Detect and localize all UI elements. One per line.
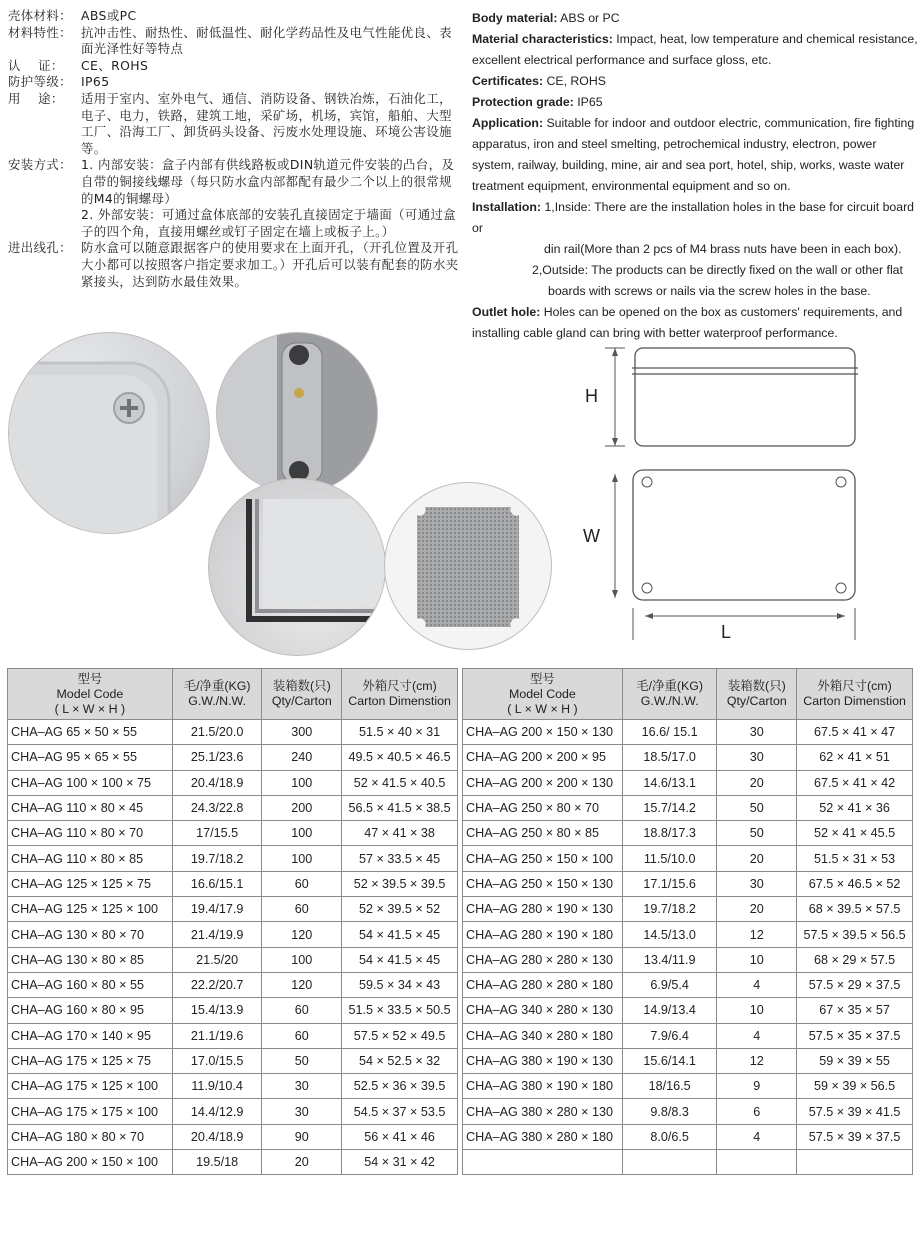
cn-value: 2. 外部安装：可通过盒体底部的安装孔直接固定于墙面（可通过盒子的四个角，直接用螺丝或钉子固定在墙上或板子上。） <box>81 207 457 239</box>
table-row <box>463 922 913 947</box>
qty-cell: 100 <box>262 821 342 846</box>
weight-cell: 14.4/12.9 <box>172 1099 262 1124</box>
cn-value: 抗冲击性、耐热性、耐低温性、耐化学药品性及电气性能优良、表面光泽性好等特点 <box>81 24 452 57</box>
carton-cell: 54 × 41.5 × 45 <box>342 922 458 947</box>
qty-header: 装箱数(只) Qty/Carton <box>262 669 342 720</box>
qty-cell: 10 <box>717 998 797 1023</box>
en-installation-cont: din rail(More than 2 pcs of M4 brass nuts have been in each box). <box>544 242 902 256</box>
table-row <box>8 972 458 997</box>
carton-header: 外箱尺寸(cm) Carton Dimenstion <box>797 669 913 720</box>
model-cell: CHA–AG 175 × 125 × 100 <box>8 1074 173 1099</box>
table-row <box>8 1099 458 1124</box>
en-value: ABS or PC <box>560 11 620 25</box>
model-cell: CHA–AG 280 × 280 × 180 <box>463 972 623 997</box>
cn-value: 防水盒可以随意跟据客户的使用要求在上面开孔，（开孔位置及开孔大小都可以按照客户指定要求加工。）开孔后可以装有配套的防水夹紧接头，达到防水最佳效果。 <box>81 240 459 289</box>
model-cell: CHA–AG 250 × 80 × 70 <box>463 795 623 820</box>
dimension-diagram <box>575 338 875 648</box>
carton-cell: 52 × 41 × 45.5 <box>797 821 913 846</box>
table-row <box>8 998 458 1023</box>
table-row <box>8 1124 458 1149</box>
model-cell: CHA–AG 180 × 80 × 70 <box>8 1124 173 1149</box>
en-protection <box>472 92 920 113</box>
en-value: CE, ROHS <box>546 74 606 88</box>
model-cell: CHA–AG 200 × 200 × 130 <box>463 770 623 795</box>
model-cell: CHA–AG 250 × 150 × 100 <box>463 846 623 871</box>
table-row <box>463 947 913 972</box>
lid-screw-illustration <box>9 333 209 533</box>
carton-cell: 57.5 × 39 × 37.5 <box>797 1124 913 1149</box>
qty-cell: 60 <box>262 897 342 922</box>
table-row <box>463 745 913 770</box>
w-label: W <box>583 526 600 546</box>
model-cell: CHA–AG 250 × 80 × 85 <box>463 821 623 846</box>
qty-cell: 120 <box>262 922 342 947</box>
model-cell: CHA–AG 380 × 190 × 130 <box>463 1048 623 1073</box>
table-row <box>463 1048 913 1073</box>
weight-cell: 11.9/10.4 <box>172 1074 262 1099</box>
model-cell: CHA–AG 65 × 50 × 55 <box>8 720 173 745</box>
weight-cell: 19.4/17.9 <box>172 897 262 922</box>
weight-cell: 15.4/13.9 <box>172 998 262 1023</box>
carton-cell: 52 × 41 × 36 <box>797 795 913 820</box>
table-row <box>463 795 913 820</box>
cn-spec <box>8 8 460 290</box>
qty-cell: 30 <box>717 720 797 745</box>
weight-cell: 19.7/18.2 <box>622 897 717 922</box>
qty-cell: 60 <box>262 998 342 1023</box>
cn-row-usage <box>8 91 460 157</box>
carton-cell: 51.5 × 40 × 31 <box>342 720 458 745</box>
en-label: Certificates: <box>472 74 544 88</box>
weight-cell: 15.7/14.2 <box>622 795 717 820</box>
table-row <box>8 1023 458 1048</box>
model-cell: CHA–AG 250 × 150 × 130 <box>463 871 623 896</box>
model-cell: CHA–AG 380 × 190 × 180 <box>463 1074 623 1099</box>
qty-cell <box>717 1150 797 1175</box>
cn-value: 适用于室内、室外电气、通信、消防设备、钢铁冶炼，石油化工，电子、电力，铁路，建筑工地，采矿场，机场，宾馆，船舶、大型工厂、沿海工厂、卸货码头设备、污废水处理设施、环境公害设施等。 <box>81 90 452 156</box>
cn-label: 用 途： <box>8 90 64 106</box>
qty-cell: 12 <box>717 922 797 947</box>
qty-cell: 4 <box>717 1124 797 1149</box>
en-value: IP65 <box>577 95 603 109</box>
carton-cell: 51.5 × 33.5 × 50.5 <box>342 998 458 1023</box>
table-row <box>8 720 458 745</box>
weight-cell: 21.1/19.6 <box>172 1023 262 1048</box>
qty-cell: 30 <box>717 745 797 770</box>
qty-cell: 100 <box>262 846 342 871</box>
weight-cell: 18.8/17.3 <box>622 821 717 846</box>
carton-cell: 59.5 × 34 × 43 <box>342 972 458 997</box>
table-row <box>8 947 458 972</box>
weight-header: 毛/净重(KG) G.W./N.W. <box>172 669 262 720</box>
cn-label: 认 证： <box>8 57 64 73</box>
weight-cell: 20.4/18.9 <box>172 770 262 795</box>
model-cell: CHA–AG 380 × 280 × 130 <box>463 1099 623 1124</box>
model-cell: CHA–AG 280 × 280 × 130 <box>463 947 623 972</box>
model-header: 型号 Model Code ( L × W × H ) <box>8 669 173 720</box>
model-cell <box>463 1150 623 1175</box>
weight-cell: 14.5/13.0 <box>622 922 717 947</box>
model-cell: CHA–AG 125 × 125 × 100 <box>8 897 173 922</box>
table-row <box>463 1023 913 1048</box>
table-row <box>8 770 458 795</box>
photo-seal-edge <box>208 478 386 656</box>
carton-cell: 57.5 × 52 × 49.5 <box>342 1023 458 1048</box>
weight-cell: 24.3/22.8 <box>172 795 262 820</box>
carton-cell: 59 × 39 × 56.5 <box>797 1074 913 1099</box>
qty-cell: 9 <box>717 1074 797 1099</box>
weight-cell: 20.4/18.9 <box>172 1124 262 1149</box>
carton-cell: 54 × 31 × 42 <box>342 1150 458 1175</box>
model-cell: CHA–AG 95 × 65 × 55 <box>8 745 173 770</box>
en-label: Application: <box>472 116 544 130</box>
carton-cell: 52 × 41.5 × 40.5 <box>342 770 458 795</box>
cn-row-install-1 <box>8 157 460 207</box>
weight-cell: 14.6/13.1 <box>622 770 717 795</box>
carton-cell: 67.5 × 41 × 42 <box>797 770 913 795</box>
weight-cell <box>622 1150 717 1175</box>
table-row <box>8 745 458 770</box>
model-cell: CHA–AG 200 × 150 × 100 <box>8 1150 173 1175</box>
weight-cell: 16.6/ 15.1 <box>622 720 717 745</box>
photo-inner-corner <box>216 332 378 494</box>
table-row <box>463 846 913 871</box>
en-installation <box>472 197 920 239</box>
carton-cell: 54 × 41.5 × 45 <box>342 947 458 972</box>
en-value: Holes can be opened on the box as customers' requirements, and installing cable gland can bring with better waterproof performance. <box>472 305 903 340</box>
qty-cell: 12 <box>717 1048 797 1073</box>
carton-cell: 49.5 × 40.5 × 46.5 <box>342 745 458 770</box>
h-label: H <box>585 386 598 406</box>
weight-cell: 13.4/11.9 <box>622 947 717 972</box>
carton-header: 外箱尺寸(cm) Carton Dimenstion <box>342 669 458 720</box>
qty-cell: 90 <box>262 1124 342 1149</box>
table-row <box>463 871 913 896</box>
carton-cell: 57.5 × 35 × 37.5 <box>797 1023 913 1048</box>
spec-table-left <box>7 668 458 1175</box>
weight-cell: 8.0/6.5 <box>622 1124 717 1149</box>
carton-cell: 67.5 × 46.5 × 52 <box>797 871 913 896</box>
inner-corner-illustration <box>217 333 377 493</box>
model-cell: CHA–AG 380 × 280 × 180 <box>463 1124 623 1149</box>
model-cell: CHA–AG 100 × 100 × 75 <box>8 770 173 795</box>
top-view-box <box>633 470 855 600</box>
model-cell: CHA–AG 110 × 80 × 85 <box>8 846 173 871</box>
model-cell: CHA–AG 200 × 200 × 95 <box>463 745 623 770</box>
table-row <box>463 972 913 997</box>
model-cell: CHA–AG 175 × 175 × 100 <box>8 1099 173 1124</box>
cn-value: CE、ROHS <box>81 57 149 73</box>
carton-cell: 68 × 29 × 57.5 <box>797 947 913 972</box>
table-header <box>463 669 913 720</box>
qty-cell: 60 <box>262 1023 342 1048</box>
table-row <box>8 922 458 947</box>
weight-cell: 9.8/8.3 <box>622 1099 717 1124</box>
en-label: Outlet hole: <box>472 305 541 319</box>
mounting-plate-illustration <box>385 483 551 649</box>
table-row <box>8 871 458 896</box>
model-cell: CHA–AG 200 × 150 × 130 <box>463 720 623 745</box>
weight-cell: 18/16.5 <box>622 1074 717 1099</box>
weight-cell: 17/15.5 <box>172 821 262 846</box>
carton-cell: 57.5 × 29 × 37.5 <box>797 972 913 997</box>
table-row <box>463 897 913 922</box>
qty-cell: 20 <box>262 1150 342 1175</box>
carton-cell: 47 × 41 × 38 <box>342 821 458 846</box>
model-cell: CHA–AG 280 × 190 × 180 <box>463 922 623 947</box>
qty-cell: 120 <box>262 972 342 997</box>
weight-cell: 16.6/15.1 <box>172 871 262 896</box>
en-cert <box>472 71 920 92</box>
model-cell: CHA–AG 160 × 80 × 95 <box>8 998 173 1023</box>
qty-cell: 50 <box>717 795 797 820</box>
carton-cell: 56.5 × 41.5 × 38.5 <box>342 795 458 820</box>
spec-table-right <box>462 668 913 1175</box>
table-row <box>8 1150 458 1175</box>
cn-row-protection <box>8 74 460 91</box>
weight-header: 毛/净重(KG) G.W./N.W. <box>622 669 717 720</box>
weight-cell: 17.1/15.6 <box>622 871 717 896</box>
weight-cell: 7.9/6.4 <box>622 1023 717 1048</box>
table-row <box>463 1150 913 1175</box>
model-cell: CHA–AG 130 × 80 × 70 <box>8 922 173 947</box>
en-value: Impact, heat, low temperature and chemical resistance, excellent electrical performance and surface gloss, etc. <box>472 32 918 67</box>
qty-cell: 240 <box>262 745 342 770</box>
seal-edge-illustration <box>209 479 385 655</box>
photo-mounting-plate <box>384 482 552 650</box>
table-row <box>463 998 913 1023</box>
model-cell: CHA–AG 125 × 125 × 75 <box>8 871 173 896</box>
carton-cell: 56 × 41 × 46 <box>342 1124 458 1149</box>
table-row <box>8 1048 458 1073</box>
cn-row-outlet <box>8 240 460 290</box>
table-row <box>463 720 913 745</box>
carton-cell: 52.5 × 36 × 39.5 <box>342 1074 458 1099</box>
qty-cell: 300 <box>262 720 342 745</box>
cn-row-body <box>8 8 460 25</box>
model-cell: CHA–AG 340 × 280 × 130 <box>463 998 623 1023</box>
weight-cell: 18.5/17.0 <box>622 745 717 770</box>
en-value: Suitable for indoor and outdoor electric, communication, fire fighting apparatus, iron and steel smelting, petrochemical industry, electron, power system, railway, building, mine, air and sea port, hotel, ship, works, waste water treatment equipment, environmental equipment and so on. <box>472 116 915 193</box>
weight-cell: 21.5/20 <box>172 947 262 972</box>
table-row <box>8 846 458 871</box>
weight-cell: 19.5/18 <box>172 1150 262 1175</box>
weight-cell: 25.1/23.6 <box>172 745 262 770</box>
qty-cell: 20 <box>717 770 797 795</box>
cn-value: 1. 内部安装：盒子内部有供线路板或DIN轨道元件安装的凸台，及自带的铜接线螺母（每只防水盒内部都配有最少二个以上的很常规的M4的铜螺母） <box>81 157 455 206</box>
table-row <box>8 897 458 922</box>
qty-cell: 100 <box>262 947 342 972</box>
weight-cell: 22.2/20.7 <box>172 972 262 997</box>
en-body <box>472 8 920 29</box>
carton-cell: 67.5 × 41 × 47 <box>797 720 913 745</box>
en-material <box>472 29 920 71</box>
cn-label: 壳体材料： <box>8 8 72 23</box>
qty-cell: 20 <box>717 897 797 922</box>
cn-label: 安装方式： <box>8 157 72 173</box>
en-label: Material characteristics: <box>472 32 613 46</box>
qty-cell: 20 <box>717 846 797 871</box>
en-installation-2-cont: boards with screws or nails via the screw holes in the base. <box>548 284 871 298</box>
qty-cell: 50 <box>717 821 797 846</box>
cn-label <box>8 207 81 240</box>
qty-cell: 200 <box>262 795 342 820</box>
carton-cell: 51.5 × 31 × 53 <box>797 846 913 871</box>
table-row <box>8 1074 458 1099</box>
model-cell: CHA–AG 110 × 80 × 45 <box>8 795 173 820</box>
qty-cell: 30 <box>262 1099 342 1124</box>
cn-value: IP65 <box>81 74 110 90</box>
cn-label: 防护等级： <box>8 74 72 90</box>
model-header: 型号 Model Code ( L × W × H ) <box>463 669 623 720</box>
model-cell: CHA–AG 280 × 190 × 130 <box>463 897 623 922</box>
qty-cell: 4 <box>717 1023 797 1048</box>
model-cell: CHA–AG 160 × 80 × 55 <box>8 972 173 997</box>
carton-cell: 59 × 39 × 55 <box>797 1048 913 1073</box>
model-cell: CHA–AG 130 × 80 × 85 <box>8 947 173 972</box>
photo-lid-screw <box>8 332 210 534</box>
carton-cell: 52 × 39.5 × 39.5 <box>342 871 458 896</box>
qty-cell: 30 <box>717 871 797 896</box>
weight-cell: 21.5/20.0 <box>172 720 262 745</box>
en-installation-2: 2,Outside: The products can be directly fixed on the wall or other flat <box>532 263 903 277</box>
model-cell: CHA–AG 170 × 140 × 95 <box>8 1023 173 1048</box>
model-cell: CHA–AG 175 × 125 × 75 <box>8 1048 173 1073</box>
weight-cell: 17.0/15.5 <box>172 1048 262 1073</box>
carton-cell: 67 × 35 × 57 <box>797 998 913 1023</box>
en-label: Body material: <box>472 11 558 25</box>
model-cell: CHA–AG 110 × 80 × 70 <box>8 821 173 846</box>
en-application <box>472 113 920 197</box>
weight-cell: 15.6/14.1 <box>622 1048 717 1073</box>
qty-cell: 100 <box>262 770 342 795</box>
qty-header: 装箱数(只) Qty/Carton <box>717 669 797 720</box>
en-label: Installation: <box>472 200 542 214</box>
table-row <box>463 821 913 846</box>
cn-label: 进出线孔： <box>8 240 72 256</box>
weight-cell: 11.5/10.0 <box>622 846 717 871</box>
carton-cell <box>797 1150 913 1175</box>
table-header <box>8 669 458 720</box>
en-value: 1,Inside: There are the installation holes in the base for circuit board or <box>472 200 915 235</box>
en-label: Protection grade: <box>472 95 574 109</box>
cn-row-cert <box>8 58 460 75</box>
table-row <box>8 795 458 820</box>
qty-cell: 30 <box>262 1074 342 1099</box>
carton-cell: 54 × 52.5 × 32 <box>342 1048 458 1073</box>
carton-cell: 57.5 × 39.5 × 56.5 <box>797 922 913 947</box>
carton-cell: 62 × 41 × 51 <box>797 745 913 770</box>
model-cell: CHA–AG 340 × 280 × 180 <box>463 1023 623 1048</box>
weight-cell: 6.9/5.4 <box>622 972 717 997</box>
qty-cell: 10 <box>717 947 797 972</box>
cn-row-install-2 <box>8 207 460 240</box>
carton-cell: 57 × 33.5 × 45 <box>342 846 458 871</box>
qty-cell: 4 <box>717 972 797 997</box>
weight-cell: 21.4/19.9 <box>172 922 262 947</box>
en-spec <box>472 8 920 344</box>
carton-cell: 54.5 × 37 × 53.5 <box>342 1099 458 1124</box>
side-view-box <box>635 348 855 446</box>
cn-value: ABS或PC <box>81 8 137 23</box>
table-row <box>463 1074 913 1099</box>
carton-cell: 68 × 39.5 × 57.5 <box>797 897 913 922</box>
cn-label: 材料特性： <box>8 24 72 40</box>
table-row <box>463 1099 913 1124</box>
cn-row-material <box>8 25 460 58</box>
qty-cell: 60 <box>262 871 342 896</box>
l-label: L <box>721 622 732 642</box>
weight-cell: 19.7/18.2 <box>172 846 262 871</box>
table-row <box>8 821 458 846</box>
weight-cell: 14.9/13.4 <box>622 998 717 1023</box>
carton-cell: 57.5 × 39 × 41.5 <box>797 1099 913 1124</box>
table-row <box>463 770 913 795</box>
table-row <box>463 1124 913 1149</box>
carton-cell: 52 × 39.5 × 52 <box>342 897 458 922</box>
qty-cell: 6 <box>717 1099 797 1124</box>
qty-cell: 50 <box>262 1048 342 1073</box>
